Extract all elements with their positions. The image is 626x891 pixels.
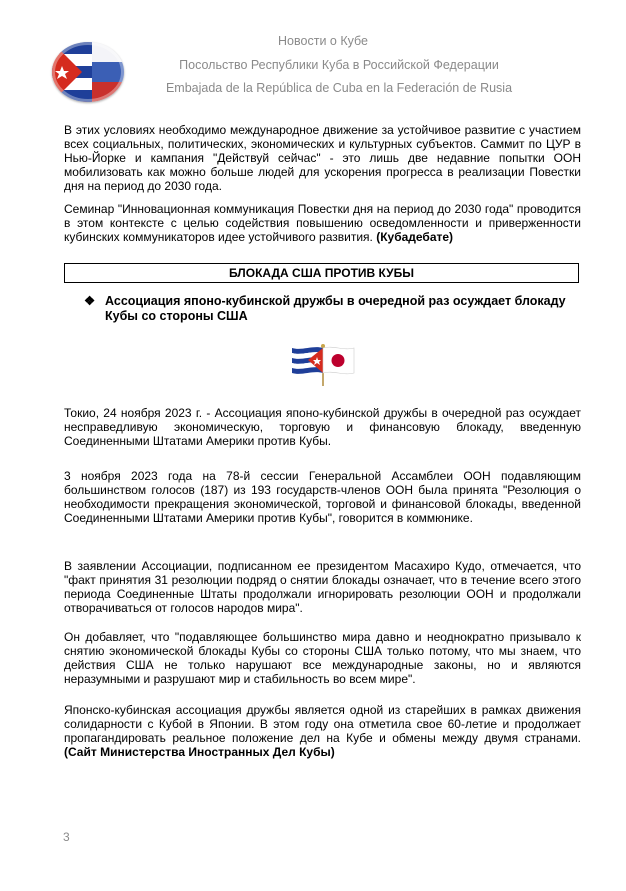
article-paragraph-5-text: Японско-кубинская ассоциация дружбы является одной из старейших в рамках движения солидарности с Кубой в Японии. В этом году она отметила свое 60-летие и продолжает пропагандировать реальное положение дел на Кубе и обмены между двумя странами.: [64, 703, 581, 745]
article-paragraph-5: [64, 703, 581, 759]
page-header: [0, 0, 626, 110]
header-line-embassy-es: Embajada de la República de Cuba en la Federación de Rusia: [165, 81, 513, 95]
section-heading: БЛОКАДА США ПРОТИВ КУБЫ: [64, 263, 579, 283]
intro-paragraph-2: [64, 202, 581, 244]
article-title-text: Ассоциация японо-кубинской дружбы в очередной раз осуждает блокаду Кубы со стороны США: [105, 294, 566, 323]
header-line-embassy-ru: Посольство Республики Куба в Российской Федерации: [179, 58, 499, 72]
intro-paragraph-2-text: Семинар "Инновационная коммуникация Повестки дня на период до 2030 года" проводится в этом контексте с целью содействия повышению осведомленности и приверженности кубинских коммуникаторов идее устойчивого развития.: [64, 202, 581, 244]
article-paragraph-3: В заявлении Ассоциации, подписанном ее президентом Масахиро Кудо, отмечается, что "факт принятия 31 резолюции подряд о снятии блокады означает, что в течение всего этого периода Соединенные Штаты продолжали игнорировать резолюции ООН и продолжали отворачиваться от голосов народов мира".: [64, 559, 581, 615]
page-number: 3: [63, 830, 70, 844]
article-paragraph-1: Токио, 24 ноября 2023 г. - Ассоциация японо-кубинской дружбы в очередной раз осуждает несправедливую экономическую, торговую и финансовую блокаду, введенную Соединенными Штатами Америки против Кубы.: [64, 406, 581, 448]
intro-source: (Кубадебате): [376, 230, 454, 244]
intro-paragraph-1: В этих условиях необходимо международное движение за устойчивое развитие с участием всех социальных, политических, экономических и культурных субъектов. Саммит по ЦУР в Нью-Йорке и кампания "Действуй сейчас" - это лишь две недавние попытки ООН мобилизовать как можно больше людей для ускорения прогресса в реализации Повестки дня на период до 2030 года.: [64, 123, 581, 193]
diamond-bullet-icon: ❖: [84, 294, 96, 308]
cuba-japan-flags-image: [288, 342, 358, 388]
article-paragraph-4: Он добавляет, что "подавляющее большинство мира давно и неоднократно призывало к снятию экономической блокады Кубы со стороны США только потому, что мы знаем, что действия США не только нарушают все международные законы, но и являются неразумными и разрушают мир и стабильность во всем мире".: [64, 630, 581, 686]
article-source: (Сайт Министерства Иностранных Дел Кубы): [64, 745, 335, 759]
article-title: [84, 294, 582, 324]
article-paragraph-2: 3 ноября 2023 года на 78-й сессии Генеральной Ассамблеи ООН подавляющим большинством голосов (187) из 193 государств-членов ООН была принята "Резолюция о необходимости прекращения экономической, торговой и финансовой блокады, введенной Соединенными Штатами Америки против Кубы", говорится в коммюнике.: [64, 469, 581, 525]
header-line-news: Новости о Кубе: [278, 34, 368, 48]
